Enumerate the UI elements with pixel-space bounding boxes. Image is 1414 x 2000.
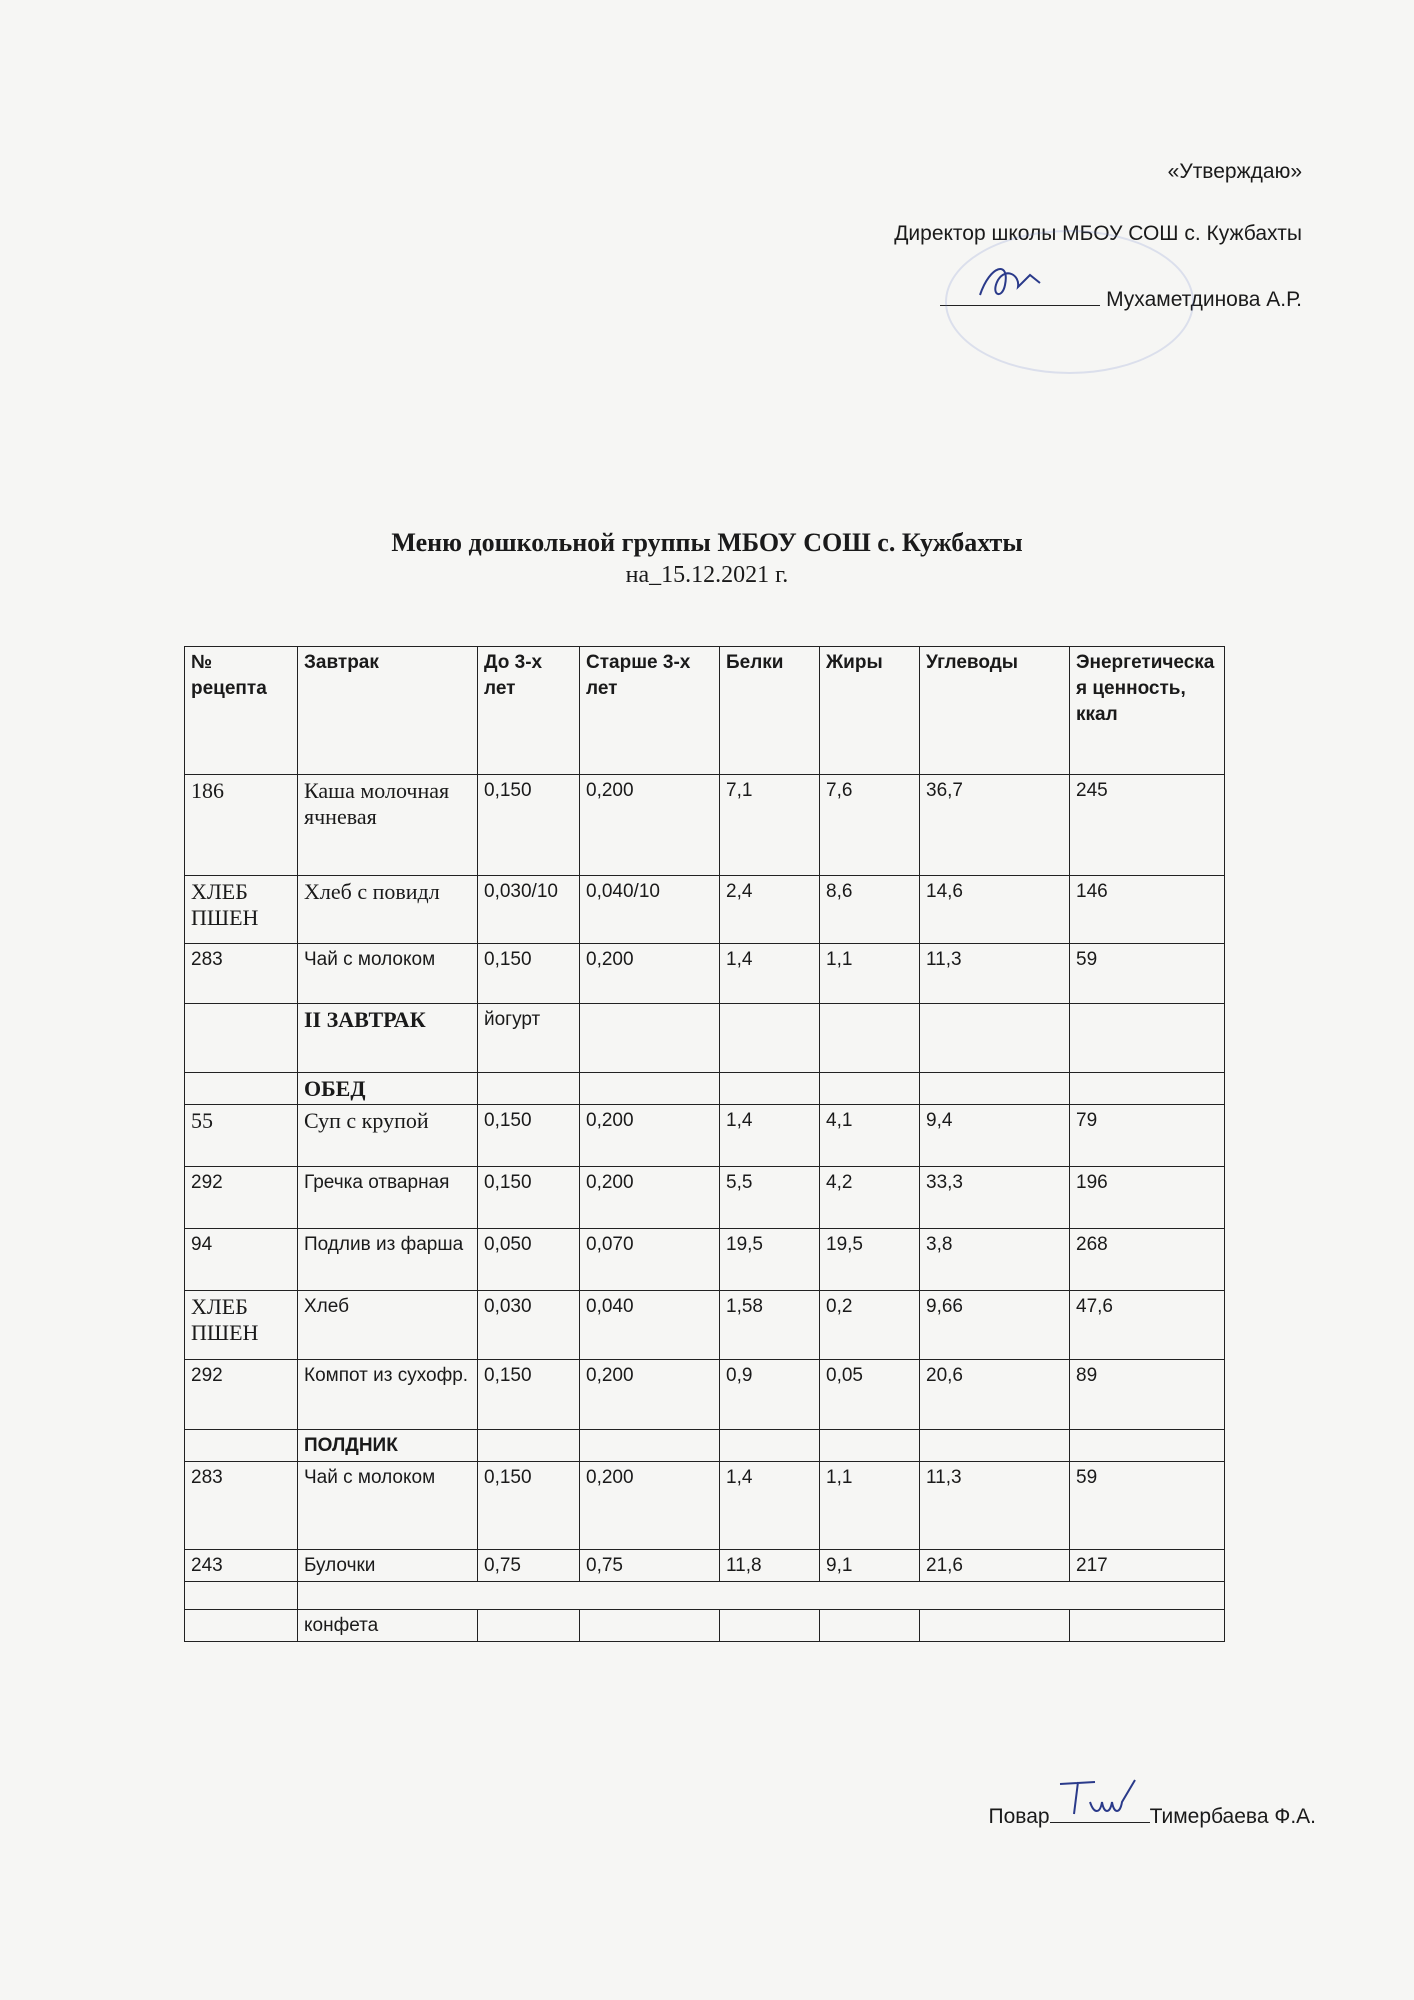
cell-name: Чай с молоком [298,1462,478,1550]
cell-energy [1070,1430,1225,1462]
cell-energy [1070,1610,1225,1642]
cell-name: Подлив из фарша [298,1229,478,1291]
cell-energy: 59 [1070,944,1225,1004]
cell-energy: 47,6 [1070,1291,1225,1360]
cell-under3 [478,1430,580,1462]
cell-recipe: 283 [185,944,298,1004]
cell-energy: 268 [1070,1229,1225,1291]
cell-protein: 5,5 [720,1167,820,1229]
cell-carbs: 9,4 [920,1105,1070,1167]
cell-over3: 0,200 [580,1167,720,1229]
cell-over3: 0,040/10 [580,876,720,944]
cell-fat [820,1610,920,1642]
cell-protein: 19,5 [720,1229,820,1291]
cell-carbs [920,1610,1070,1642]
document-date: на_15.12.2021 г. [625,562,789,588]
cell-under3: 0,150 [478,775,580,876]
cell-protein [720,1004,820,1073]
cell-protein: 1,4 [720,1462,820,1550]
cell-under3 [478,1073,580,1105]
section-label: ПОЛДНИК [298,1430,478,1462]
table-row [185,876,1225,944]
director-name: Мухаметдинова А.Р. [1106,288,1302,311]
cell-fat: 4,1 [820,1105,920,1167]
header-recipe: № рецепта [185,647,298,775]
cell-carbs: 33,3 [920,1167,1070,1229]
cell-protein: 1,4 [720,944,820,1004]
cook-label: Повар [988,1805,1050,1828]
table-row [185,1291,1225,1360]
section-row-lunch [185,1073,1225,1105]
cell-under3 [478,1610,580,1642]
cell-name: Хлеб с повидл [298,876,478,944]
cell-energy: 217 [1070,1550,1225,1582]
cell-recipe [185,1430,298,1462]
cell-name: Хлеб [298,1291,478,1360]
table-row [185,775,1225,876]
table-row [185,1550,1225,1582]
cook-signature [1050,1800,1150,1823]
cell-recipe [185,1582,298,1610]
cell-recipe [185,1073,298,1105]
cell-under3: 0,75 [478,1550,580,1582]
table-row [185,1360,1225,1430]
cell-protein: 1,58 [720,1291,820,1360]
cell-carbs: 9,66 [920,1291,1070,1360]
cell-fat [820,1073,920,1105]
header-carbs: Углеводы [920,647,1070,775]
cell-under3: 0,150 [478,1462,580,1550]
cell-over3: 0,070 [580,1229,720,1291]
cell-protein [720,1073,820,1105]
cell-protein [720,1610,820,1642]
cell-carbs [920,1430,1070,1462]
cell-carbs: 11,3 [920,944,1070,1004]
cell-fat [820,1430,920,1462]
cell-energy: 146 [1070,876,1225,944]
cell-name: Булочки [298,1550,478,1582]
cell-energy [1070,1004,1225,1073]
cell-fat: 1,1 [820,944,920,1004]
cell-name: Гречка отварная [298,1167,478,1229]
cell-under3: 0,030 [478,1291,580,1360]
cell-recipe: 94 [185,1229,298,1291]
cell-name: Чай с молоком [298,944,478,1004]
cell-energy: 59 [1070,1462,1225,1550]
cell-name: Каша молочная ячневая [298,775,478,876]
cell-recipe: 292 [185,1360,298,1430]
header-energy: Энергетическая ценность, ккал [1070,647,1225,775]
director-line: Директор школы МБОУ СОШ с. Кужбахты [894,222,1302,245]
cell-over3: 0,200 [580,1105,720,1167]
cell-protein [720,1430,820,1462]
section-label: ОБЕД [298,1073,478,1105]
cell-over3: 0,200 [580,944,720,1004]
cell-recipe: ХЛЕБ ПШЕН [185,1291,298,1360]
cell-over3: 0,200 [580,1462,720,1550]
table-row [185,1167,1225,1229]
cell-energy [1070,1073,1225,1105]
table-row [185,944,1225,1004]
cell-over3: 0,200 [580,775,720,876]
cell-protein: 7,1 [720,775,820,876]
header-under3: До 3-х лет [478,647,580,775]
approval-label: «Утверждаю» [1167,160,1302,183]
header-meal: Завтрак [298,647,478,775]
section-row-second-breakfast [185,1004,1225,1073]
cell-recipe [185,1004,298,1073]
cell-carbs: 21,6 [920,1550,1070,1582]
section-row-snack [185,1430,1225,1462]
document-title: Меню дошкольной группы МБОУ СОШ с. Кужбахты [391,528,1023,557]
cell-protein: 11,8 [720,1550,820,1582]
cell-recipe: ХЛЕБ ПШЕН [185,876,298,944]
cell-over3: 0,200 [580,1360,720,1430]
cell-energy: 196 [1070,1167,1225,1229]
cook-signature-block [989,1800,1316,1829]
header-fat: Жиры [820,647,920,775]
menu-table [184,646,1225,1642]
cell-over3 [580,1004,720,1073]
cell-energy: 245 [1070,775,1225,876]
cell-recipe [185,1610,298,1642]
cell-under3: 0,050 [478,1229,580,1291]
cell-over3 [580,1430,720,1462]
cell-carbs: 36,7 [920,775,1070,876]
cell-name [298,1582,1225,1610]
cell-energy: 89 [1070,1360,1225,1430]
cell-fat: 0,2 [820,1291,920,1360]
cell-under3: 0,150 [478,1105,580,1167]
cell-under3: 0,150 [478,944,580,1004]
table-header-row [185,647,1225,775]
header-over3: Старше 3-х лет [580,647,720,775]
cell-carbs [920,1073,1070,1105]
cell-recipe: 186 [185,775,298,876]
table-row [185,1610,1225,1642]
cell-fat: 4,2 [820,1167,920,1229]
cell-fat: 9,1 [820,1550,920,1582]
cell-carbs: 20,6 [920,1360,1070,1430]
cell-protein: 1,4 [720,1105,820,1167]
cell-under3: 0,150 [478,1167,580,1229]
cell-over3 [580,1073,720,1105]
cell-recipe: 283 [185,1462,298,1550]
cell-over3: 0,75 [580,1550,720,1582]
cell-fat: 1,1 [820,1462,920,1550]
stamp-mark [945,230,1194,374]
cell-over3 [580,1610,720,1642]
cell-energy: 79 [1070,1105,1225,1167]
cell-carbs: 14,6 [920,876,1070,944]
table-row [185,1462,1225,1550]
table-row [185,1229,1225,1291]
section-label: II ЗАВТРАК [298,1004,478,1073]
cook-name: Тимербаева Ф.А. [1149,1805,1316,1828]
cell-recipe: 243 [185,1550,298,1582]
cell-over3: 0,040 [580,1291,720,1360]
cell-fat: 19,5 [820,1229,920,1291]
cell-protein: 2,4 [720,876,820,944]
cell-protein: 0,9 [720,1360,820,1430]
cell-fat: 0,05 [820,1360,920,1430]
table-row [185,1105,1225,1167]
cell-recipe: 55 [185,1105,298,1167]
cell-fat [820,1004,920,1073]
cell-carbs: 11,3 [920,1462,1070,1550]
cell-name: Компот из сухофр. [298,1360,478,1430]
cell-carbs [920,1004,1070,1073]
cell-fat: 8,6 [820,876,920,944]
cell-under3: 0,030/10 [478,876,580,944]
cell-name: конфета [298,1610,478,1642]
cell-fat: 7,6 [820,775,920,876]
cell-name: Суп с крупой [298,1105,478,1167]
cell-carbs: 3,8 [920,1229,1070,1291]
header-protein: Белки [720,647,820,775]
cell-under3: 0,150 [478,1360,580,1430]
cell-under3: йогурт [478,1004,580,1073]
table-row-empty [185,1582,1225,1610]
cell-recipe: 292 [185,1167,298,1229]
